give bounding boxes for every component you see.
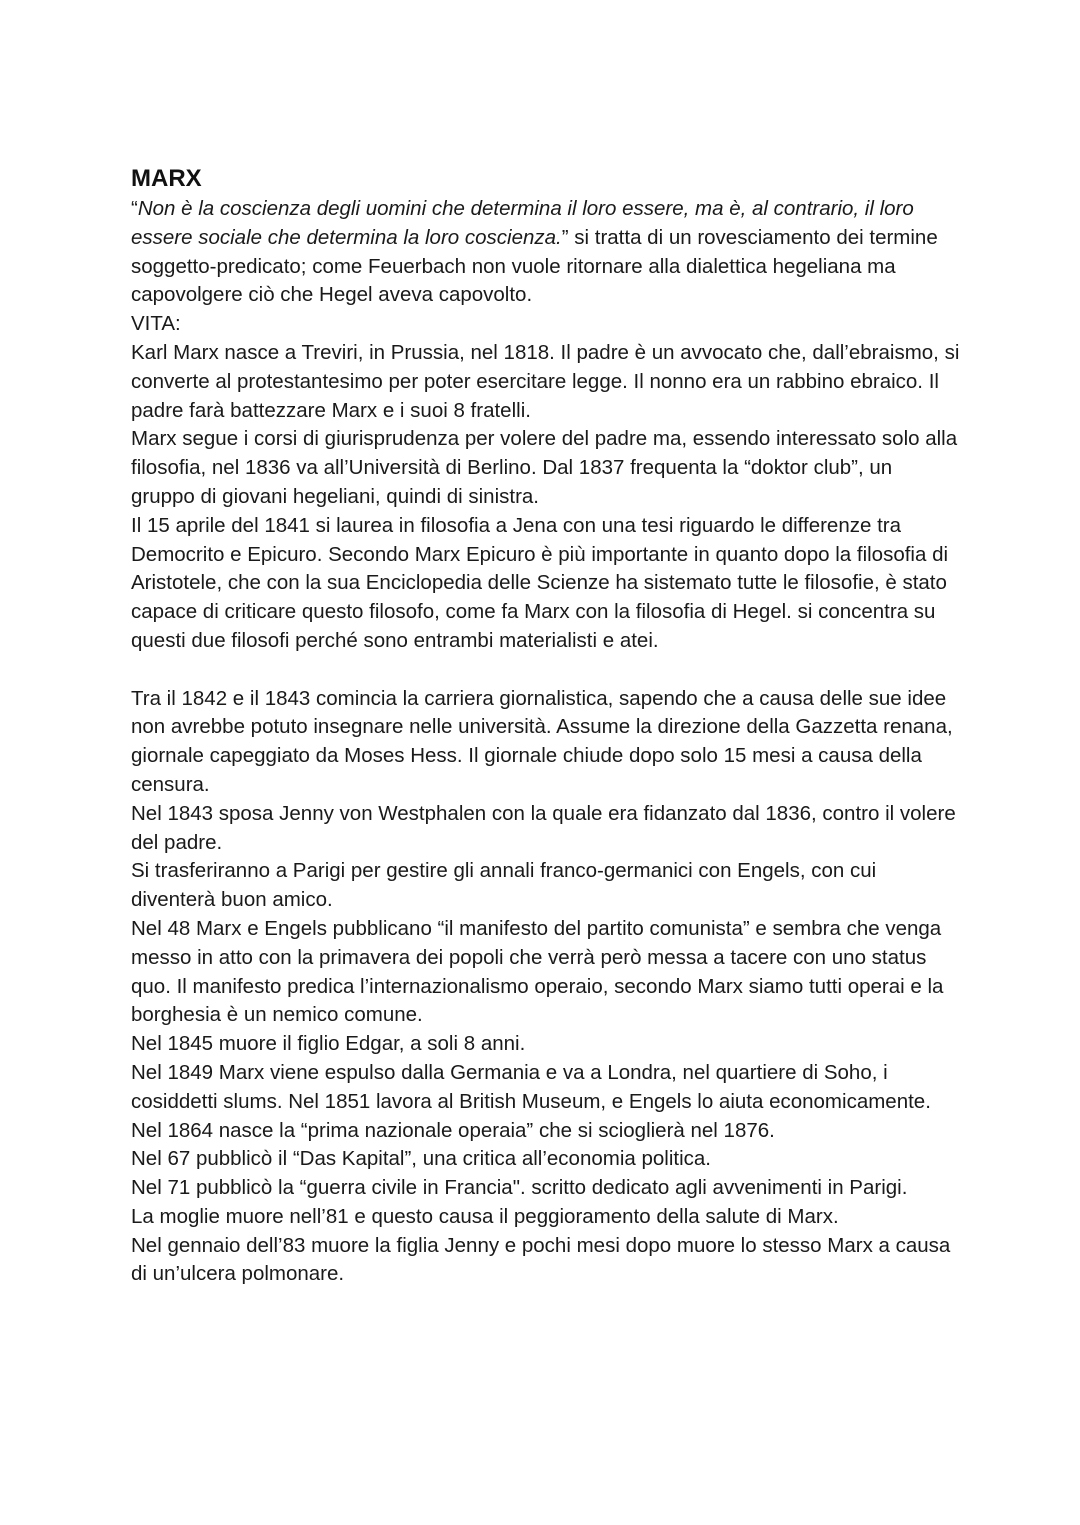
document-title: MARX (131, 165, 202, 192)
paragraph-manifesto: Nel 48 Marx e Engels pubblicano “il manifesto del partito comunista” e sembra che venga messo in atto con la primavera dei popoli che verrà però messa a tacere con uno status quo. Il manifesto predica l’internazionalismo operaio, secondo Marx siamo tutti operai e la borghesia è un nemico comune. (131, 916, 944, 1027)
paragraph-marriage: Nel 1843 sposa Jenny von Westphalen con la quale era fidanzato dal 1836, contro il volere del padre. (131, 801, 956, 854)
paragraph-studies: Marx segue i corsi di giurisprudenza per volere del padre ma, essendo interessato solo alla filosofia, nel 1836 va all’Università di Berlino. Dal 1837 frequenta la “doktor club”, un gruppo di giovani hegeliani, quindi di sinistra. (131, 427, 958, 508)
paragraph-civil-war: Nel 71 pubblicò la “guerra civile in Francia". scritto dedicato agli avvenimenti in Parigi. (131, 1176, 908, 1200)
paragraph-kapital: Nel 67 pubblicò il “Das Kapital”, una critica all’economia politica. (131, 1147, 711, 1171)
paragraph-degree: Il 15 aprile del 1841 si laurea in filosofia a Jena con una tesi riguardo le differenze tra Democrito e Epicuro. Secondo Marx Epicuro è più importante in quanto dopo la filosofia di Aristotele, che con la sua Enciclopedia delle Scienze ha sistemato tutte le filosofie, è stato capace di criticare questo filosofo, come fa Marx con la filosofia di Hegel. si concentra su questi due filosofi perché sono entrambi materialisti e atei. (131, 513, 949, 652)
section-label: VITA: (131, 312, 181, 336)
intro-open-quote: “ (131, 197, 138, 220)
paragraph-journalism: Tra il 1842 e il 1843 comincia la carriera giornalistica, sapendo che a causa delle sue idee non avrebbe potuto insegnare nelle università. Assume la direzione della Gazzetta renana, giornale capeggiato da Moses Hess. Il giornale chiude dopo solo 15 mesi a causa della censura. (131, 686, 953, 796)
paragraph-london: Nel 1849 Marx viene espulso dalla Germania e va a Londra, nel quartiere di Soho, i cosiddetti slums. Nel 1851 lavora al British Museum, e Engels lo aiuta economicamente. Nel 1864 nasce la “prima nazionale operaia” che si scioglierà nel 1876. (131, 1060, 931, 1142)
paragraph-marx-death: Nel gennaio dell’83 muore la figlia Jenny e pochi mesi dopo muore lo stesso Marx a causa di un’ulcera polmonare. (131, 1233, 951, 1286)
paragraph-birth: Karl Marx nasce a Treviri, in Prussia, nel 1818. Il padre è un avvocato che, dall’ebraismo, si converte al protestantesimo per poter esercitare legge. Il nonno era un rabbino ebraico. Il padre farà battezzare Marx e i suoi 8 fratelli. (131, 340, 960, 422)
document-page (131, 163, 961, 1289)
paragraph-wife-death: La moglie muore nell’81 e questo causa il peggioramento della salute di Marx. (131, 1204, 839, 1228)
paragraph-paris: Si trasferiranno a Parigi per gestire gli annali franco-germanici con Engels, con cui diventerà buon amico. (131, 859, 877, 912)
paragraph-edgar: Nel 1845 muore il figlio Edgar, a soli 8 anni. (131, 1032, 526, 1056)
intro-quote: Non è la coscienza degli uomini che determina il loro essere, ma è, al contrario, il loro essere sociale che determina la loro coscienza. (131, 197, 914, 249)
paragraph-spacer (131, 656, 961, 685)
intro-rest: ” si tratta di un rovesciamento dei termine soggetto-predicato; come Feuerbach non vuole ritornare alla dialettica hegeliana ma capovolgere ciò che Hegel aveva capovolto. (131, 225, 938, 307)
intro-paragraph (131, 195, 961, 310)
